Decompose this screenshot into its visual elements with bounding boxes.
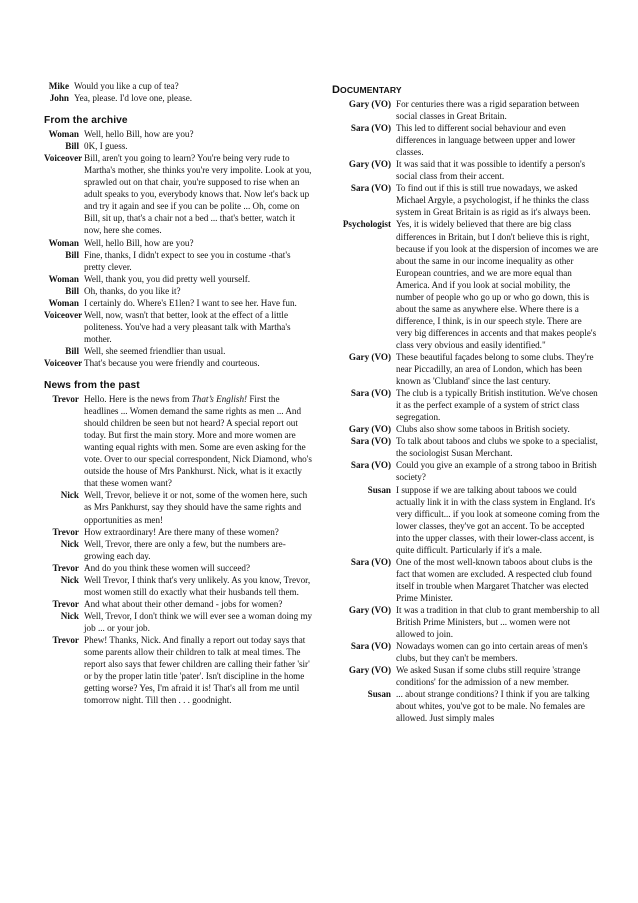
speaker-name: John: [49, 93, 69, 104]
dialogue-line: [44, 598, 314, 610]
dialogue-text: We asked Susan if some clubs still require 'strange conditions' for the admission of a new member.: [396, 665, 581, 688]
dialogue-line: [44, 237, 314, 249]
dialogue-text: To talk about taboos and clubs we spoke to a specialist, the sociologist Susan Merchant.: [396, 436, 598, 459]
dialogue-text: Well, Trevor, there are only a few, but the numbers are-growing each day.: [84, 538, 286, 561]
speaker-name: Nick: [60, 538, 79, 549]
speaker-name: Trevor: [52, 526, 79, 537]
speaker-name: Gary (VO): [348, 604, 391, 615]
dialogue-text: 0K, I guess.: [84, 141, 128, 152]
documentary-dialogue: [332, 98, 600, 724]
dialogue-line: [44, 273, 314, 285]
heading-rest: OCUMENTARY: [340, 85, 402, 95]
speaker-name: Trevor: [52, 394, 79, 405]
dialogue-text: Yes, it is widely believed that there are big class differences in Britain, but I don't believe this is right, because if you look at the dispersion of incomes we are about the same in our income inequality as other European countries, and we are more equal than America. And if you look at social mobility, the number of people who go up or who go down, this is about the same as anywhere else. Where there is a difference, I think, is in our speech style. There are very big differences in accents and that makes people's class very obvious and easily identified.": [396, 219, 599, 350]
dialogue-line: [332, 351, 600, 387]
dialogue-line: [332, 218, 600, 351]
archive-dialogue: [44, 128, 314, 369]
dialogue-line: [44, 634, 314, 706]
dialogue-line: [44, 128, 314, 140]
dialogue-text: And do you think these women will succeed?: [84, 562, 250, 573]
dialogue-line: [332, 435, 600, 459]
dialogue-line: [332, 556, 600, 604]
dialogue-text: The club is a typically British institution. We've chosen it as the perfect example of a system of strict class segregation.: [396, 388, 598, 423]
dialogue-line: [44, 285, 314, 297]
speaker-name: Bill: [65, 249, 79, 260]
dialogue-line: [332, 423, 600, 435]
programme-title: That’s English!: [191, 394, 248, 405]
news-dialogue: [44, 393, 314, 706]
dialogue-text: Could you give an example of a strong taboo in British society?: [396, 460, 597, 483]
dialogue-line: [332, 459, 600, 483]
dialogue-line: [44, 610, 314, 634]
dialogue-line: [44, 538, 314, 562]
dialogue-line: [44, 152, 314, 236]
speaker-name: Woman: [48, 237, 79, 248]
speaker-name: Gary (VO): [348, 665, 391, 676]
speaker-name: Gary (VO): [348, 159, 391, 170]
dialogue-line: [332, 688, 600, 724]
dialogue-text: For centuries there was a rigid separation between social classes in Great Britain.: [396, 99, 580, 122]
speaker-name: Psychologist: [342, 219, 391, 230]
heading-initial: D: [332, 84, 341, 96]
dialogue-text: To find out if this is still true nowadays, we asked Michael Argyle, a psychologist, if he thinks the class system in Great Britain is as rigid as it's always been.: [396, 183, 591, 218]
speaker-name: Sara (VO): [350, 556, 391, 567]
speaker-name: Woman: [48, 129, 79, 140]
dialogue-line: [44, 562, 314, 574]
dialogue-line: [332, 484, 600, 556]
dialogue-line: [332, 664, 600, 688]
speaker-name: Trevor: [52, 598, 79, 609]
speaker-name: Sara (VO): [350, 460, 391, 471]
left-column: [44, 80, 314, 706]
dialogue-text: Phew! Thanks, Nick. And finally a report out today says that some parents allow their children to talk at meal times. The report also says that fewer children are calling their father 'sir' or by the proper latin title 'pater'. Isn't discipline in the home getting worse? Yes, I'm afraid it is! That's all from me until tomorrow night. Till then . . . goodnight.: [84, 634, 310, 706]
dialogue-text: [84, 393, 314, 489]
news-intro-text: Hello. Here is the news from: [84, 394, 192, 405]
dialogue-line: [332, 158, 600, 182]
speaker-name: Gary (VO): [348, 351, 391, 362]
speaker-name: Gary (VO): [348, 424, 391, 435]
speaker-name: Voiceover: [44, 357, 83, 368]
news-lines: [44, 489, 314, 706]
dialogue-line: [44, 309, 314, 345]
dialogue-text: Well, hello Bill, how are you?: [84, 129, 194, 140]
dialogue-text: It was said that it was possible to identify a person's social class from their accent.: [396, 159, 586, 182]
dialogue-text: Oh, thanks, do you like it?: [84, 285, 181, 296]
speaker-name: Bill: [65, 141, 79, 152]
dialogue-line: [332, 604, 600, 640]
dialogue-text: Clubs also show some taboos in British society.: [396, 424, 570, 435]
speaker-name: Gary (VO): [348, 99, 391, 109]
dialogue-line: [44, 80, 314, 92]
news-intro-continued: First the headlines ... Women demand the same rights as men ... And should children be seen but not heard? A special report out today. But first the main story. More and more women are wanting equal rights with men. Some are even asking for the vote. Over to our special correspondent, Nick Diamond, who's outside the house of Mrs Pankhurst. Nick, what is it exactly that these women want?: [84, 394, 312, 489]
dialogue-line: [44, 92, 314, 104]
dialogue-line: [44, 140, 314, 152]
dialogue-text: Well, hello Bill, how are you?: [84, 237, 194, 248]
speaker-name: Susan: [367, 689, 391, 700]
dialogue-text: How extraordinary! Are there many of these women?: [84, 526, 279, 537]
dialogue-line: [44, 489, 314, 525]
speaker-name: Woman: [48, 297, 79, 308]
dialogue-text: Nowadays women can go into certain areas of men's clubs, but they can't be members.: [396, 641, 588, 664]
opening-dialogue: [44, 80, 314, 104]
speaker-name: Nick: [60, 490, 79, 501]
archive-heading: From the archive: [44, 115, 128, 127]
speaker-name: Nick: [60, 574, 79, 585]
dialogue-text: It was a tradition in that club to grant membership to all British Prime Ministers, but ... women were not allowed to join.: [396, 604, 600, 640]
speaker-name: Bill: [65, 285, 79, 296]
dialogue-text: These beautiful façades belong to some clubs. They're near Piccadilly, an area of London, which has been known as 'Clubland' since the last century.: [396, 351, 594, 387]
dialogue-text: Bill, aren't you going to learn? You're being very rude to Martha's mother, she thinks you're very impolite. Look at you, sprawled out on that chair, you're supposed to rise when an adult speaks to you, everybody knows that. Now let's back up and try it again and see if you can be polite ... Oh, come on Bill, sit up, that's a chair not a bed ... that's better, watch it now, here she comes.: [84, 153, 312, 236]
dialogue-line: [332, 387, 600, 423]
speaker-name: Sara (VO): [350, 183, 391, 194]
speaker-name: Bill: [65, 345, 79, 356]
dialogue-text: Well, Trevor, I don't think we will ever see a woman doing my job ... or your job.: [84, 610, 313, 633]
dialogue-line: [44, 249, 314, 273]
speaker-name: Sara (VO): [350, 123, 391, 134]
news-heading: News from the past: [44, 380, 140, 392]
documentary-heading: [332, 84, 600, 96]
right-column: [332, 84, 600, 724]
dialogue-line: [44, 345, 314, 357]
dialogue-text: Well, thank you, you did pretty well yourself.: [84, 273, 251, 284]
dialogue-text: Would you like a cup of tea?: [74, 81, 179, 91]
speaker-name: Trevor: [52, 634, 79, 645]
speaker-name: Sara (VO): [350, 388, 391, 399]
speaker-name: Voiceover: [44, 153, 83, 164]
dialogue-line: [44, 357, 314, 369]
dialogue-line: [44, 297, 314, 309]
dialogue-text: That's because you were friendly and courteous.: [84, 357, 260, 368]
dialogue-line: [332, 98, 600, 122]
dialogue-text: This led to different social behaviour and even differences in language between upper and lower classes.: [396, 123, 576, 158]
speaker-name: Nick: [60, 610, 79, 621]
speaker-name: Sara (VO): [350, 436, 391, 447]
dialogue-text: Well, now, wasn't that better, look at the effect of a little politeness. You've had a very pleasant talk with Martha's mother.: [84, 309, 291, 344]
dialogue-text: Well, Trevor, believe it or not, some of the women here, such as Mrs Pankhurst, say they should have the same rights and opportunities as men!: [84, 490, 308, 525]
speaker-name: Susan: [367, 484, 391, 495]
dialogue-text: Well, she seemed friendlier than usual.: [84, 345, 226, 356]
dialogue-line: [44, 393, 314, 489]
speaker-name: Mike: [48, 81, 69, 91]
dialogue-text: I certainly do. Where's E1len? I want to see her. Have fun.: [84, 297, 297, 308]
dialogue-line: [44, 526, 314, 538]
dialogue-line: [332, 122, 600, 158]
dialogue-line: [44, 574, 314, 598]
dialogue-text: Fine, thanks, I didn't expect to see you in costume -that's pretty clever.: [84, 249, 291, 272]
speaker-name: Voiceover: [44, 309, 83, 320]
dialogue-line: [332, 182, 600, 218]
dialogue-line: [332, 640, 600, 664]
speaker-name: Sara (VO): [350, 641, 391, 652]
dialogue-text: Well Trevor, I think that's very unlikely. As you know, Trevor, most women still do exactly what their husbands tell them.: [84, 574, 311, 597]
dialogue-text: Yea, please. I'd love one, please.: [74, 93, 193, 104]
dialogue-text: I suppose if we are talking about taboos we could actually link it in with the class system in England. It's very difficult... if you look at someone coming from the lower classes, they've got an accent. To be accepted into the upper classes, with their lower-class accent, is quite difficult. Particularly if it's a male.: [396, 484, 600, 555]
dialogue-text: And what about their other demand - jobs for women?: [84, 598, 283, 609]
dialogue-text: One of the most well-known taboos about clubs is the fact that women are excluded. A respected club found itself in trouble when Margaret Thatcher was elected Prime Minister.: [396, 556, 593, 603]
speaker-name: Woman: [48, 273, 79, 284]
speaker-name: Trevor: [52, 562, 79, 573]
dialogue-text: ... about strange conditions? I think if you are talking about whites, you've got to be male. No females are allowed. Just simply males: [396, 689, 590, 724]
